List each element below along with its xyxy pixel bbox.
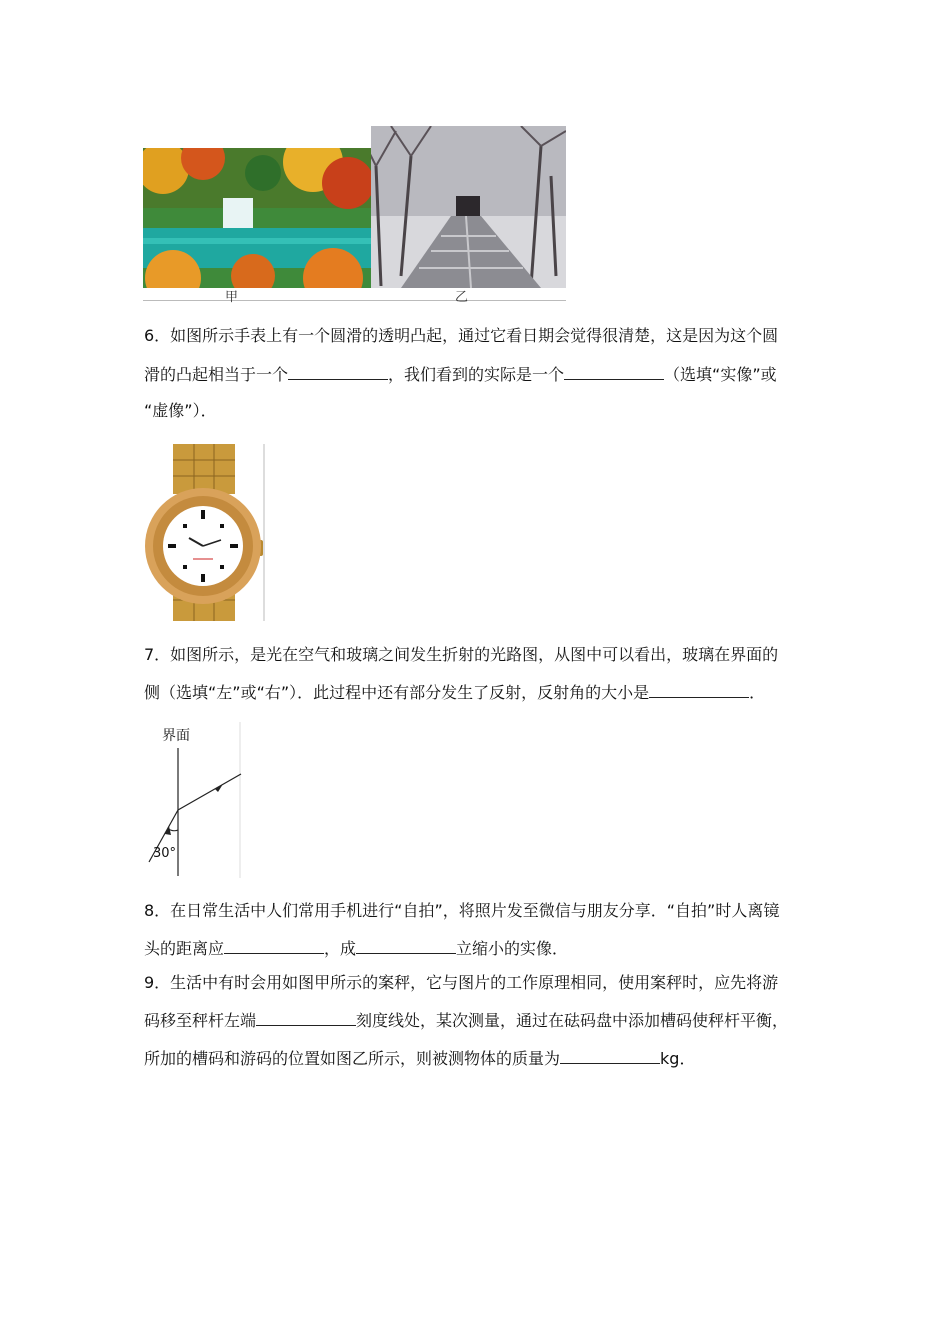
figure-jia-yi xyxy=(143,126,566,303)
q9-blank-1[interactable] xyxy=(256,1010,356,1026)
q9-line-1: 9．生活中有时会用如图甲所示的案秤，它与图片的工作原理相同，使用案秤时，应先将游 xyxy=(144,973,779,992)
caption-yi: 乙 xyxy=(455,290,469,305)
q6-blank-1[interactable] xyxy=(288,364,388,380)
q7-line-1: 7．如图所示，是光在空气和玻璃之间发生折射的光路图，从图中可以看出，玻璃在界面的 xyxy=(144,645,779,664)
q8-line-1: 8．在日常生活中人们常用手机进行“自拍”，将照片发至微信与朋友分享．“自拍”时人离镜 xyxy=(144,901,780,920)
q9-line-2: 码移至秤杆左端 刻度线处，某次测量，通过在砝码盘中添加槽码使秤杆平衡， xyxy=(144,1011,789,1030)
q6-line-3: “虚像”）． xyxy=(144,401,217,420)
photo-jia-autumn-lake xyxy=(143,148,371,288)
q9-line-3: 所加的槽码和游码的位置如图乙所示，则被测物体的质量为 kg． xyxy=(144,1049,696,1068)
interface-label: 界面 xyxy=(162,728,190,744)
q7-blank-1[interactable] xyxy=(649,682,749,698)
q6-line-2: 滑的凸起相当于一个 ，我们看到的实际是一个 （选填“实像”或 xyxy=(144,365,777,384)
refraction-diagram xyxy=(143,722,243,878)
q8-line-2: 头的距离应 ，成 立缩小的实像． xyxy=(144,939,569,958)
photo-yi-snow-path xyxy=(371,126,566,288)
figure-bottom-rule xyxy=(143,300,566,301)
angle-label: 30° xyxy=(153,846,177,861)
q9-blank-2[interactable] xyxy=(560,1048,660,1064)
watch-image xyxy=(143,444,265,621)
q8-blank-1[interactable] xyxy=(224,938,324,954)
q7-line-2: 侧（选填“左”或“右”）．此过程中还有部分发生了反射，反射角的大小是 ． xyxy=(144,683,766,702)
q8-blank-2[interactable] xyxy=(356,938,456,954)
q6-blank-2[interactable] xyxy=(564,364,664,380)
caption-jia: 甲 xyxy=(225,290,239,305)
q6-line-1: 6．如图所示手表上有一个圆滑的透明凸起，通过它看日期会觉得很清楚，这是因为这个圆 xyxy=(144,326,779,345)
